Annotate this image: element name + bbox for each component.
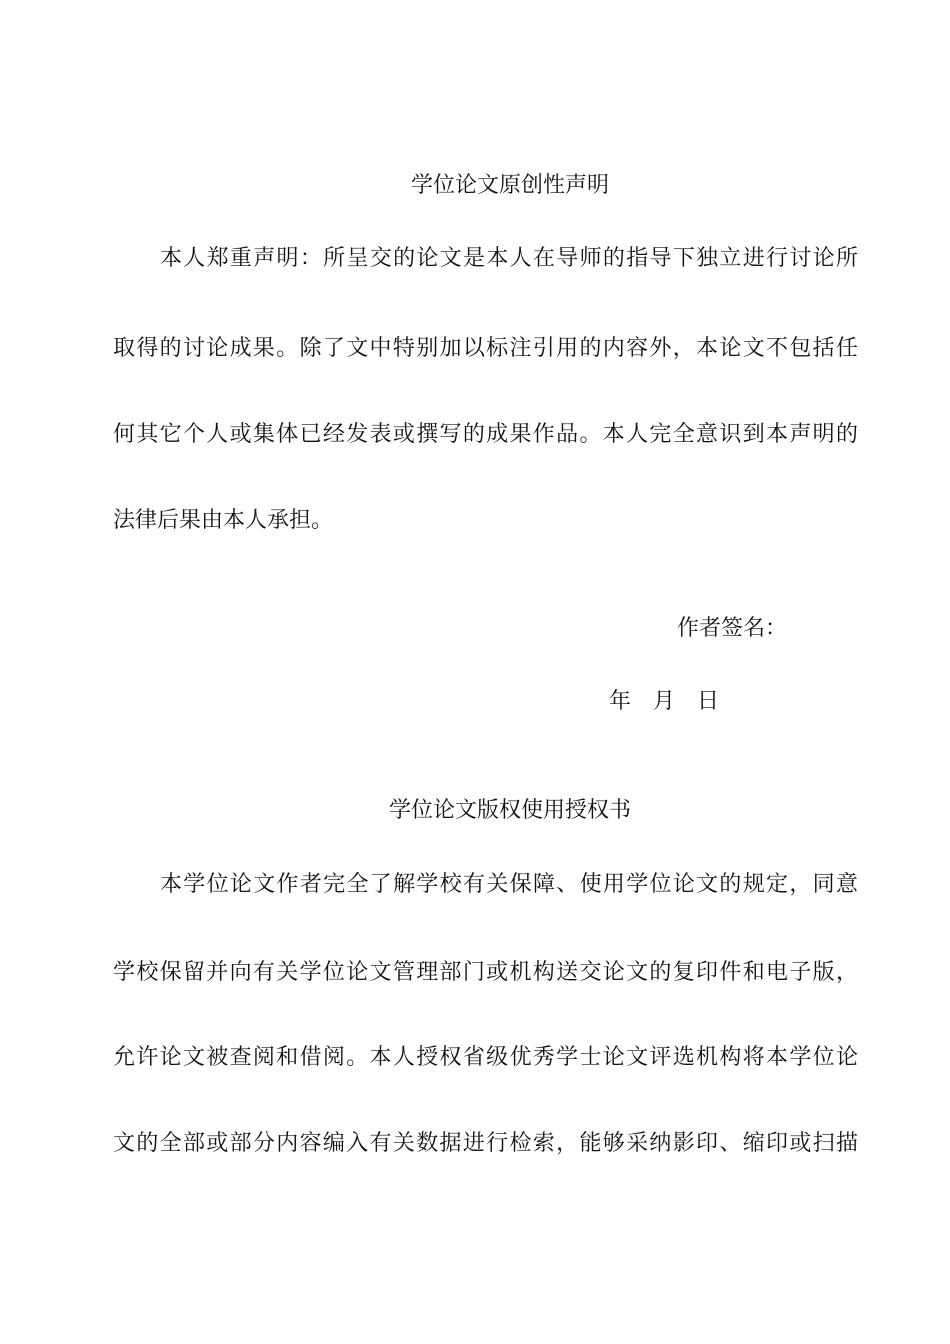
authorization-line-1: 本学位论文作者完全了解学校有关保障、使用学位论文的规定，同意 bbox=[160, 872, 858, 897]
declaration-line-4: 法律后果由本人承担。 bbox=[113, 508, 334, 533]
declaration-line-1: 本人郑重声明：所呈交的论文是本人在导师的指导下独立进行讨论所 bbox=[160, 246, 858, 271]
declaration-title: 学位论文原创性声明 bbox=[410, 173, 609, 198]
authorization-title: 学位论文版权使用授权书 bbox=[388, 798, 631, 823]
authorization-line-2: 学校保留并向有关学位论文管理部门或机构送交论文的复印件和电子版， bbox=[113, 960, 858, 985]
authorization-line-3: 允许论文被查阅和借阅。本人授权省级优秀学士论文评选机构将本学位论 bbox=[113, 1045, 858, 1070]
declaration-line-3: 何其它个人或集体已经发表或撰写的成果作品。本人完全意识到本声明的 bbox=[113, 422, 858, 447]
declaration-line-2: 取得的讨论成果。除了文中特别加以标注引用的内容外，本论文不包括任 bbox=[113, 336, 858, 361]
author-signature-label: 作者签名： bbox=[677, 616, 788, 641]
date-label: 年 月 日 bbox=[609, 689, 720, 714]
authorization-line-4: 文的全部或部分内容编入有关数据进行检索，能够采纳影印、缩印或扫描 bbox=[113, 1131, 858, 1156]
